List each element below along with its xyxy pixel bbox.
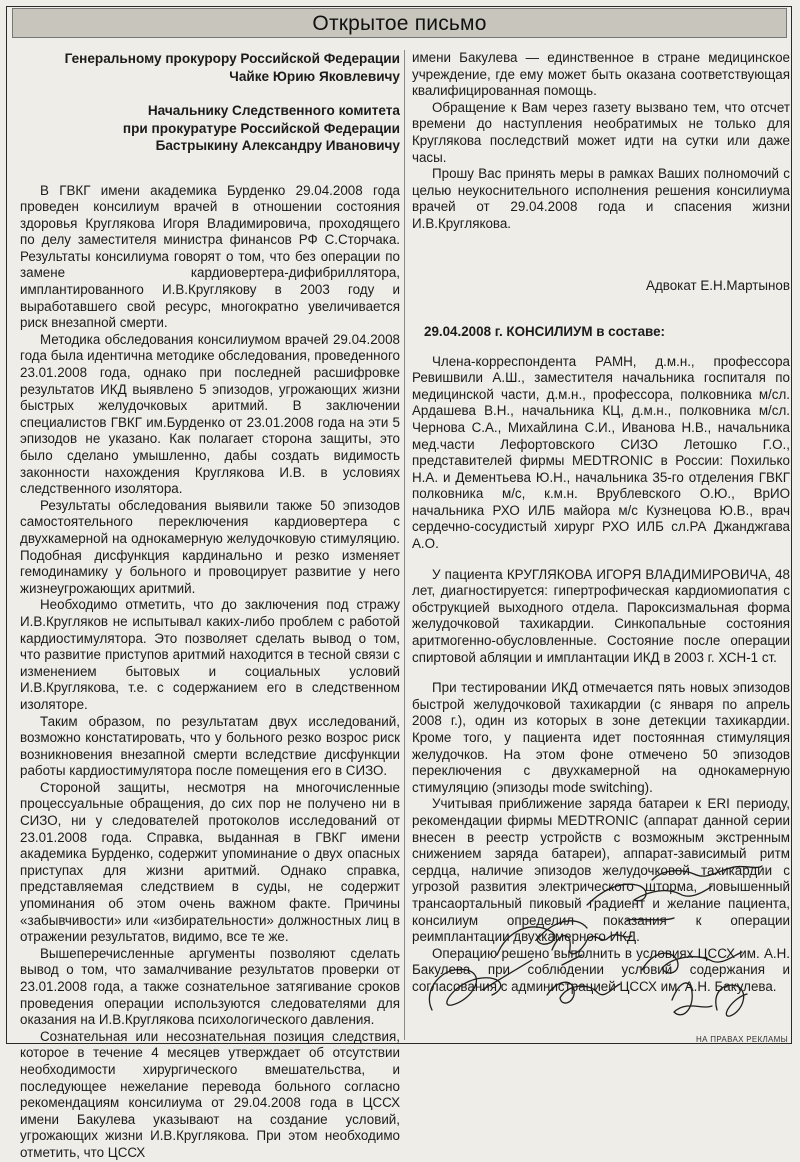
letter-paragraph: Необходимо отметить, что до заключения под стражу И.В.Кругляков не испытывал каких-либо проблем с работой кардиостимулятора. Это позволяет сделать вывод о том, что развитие приступов аритмий находится в тесной связи с изменением бытовых и социальных условий И.В.Круглякова, т.е. с содержанием его в следственном изоляторе.	[20, 597, 400, 712]
page-title: Открытое письмо	[312, 12, 487, 35]
letter-paragraph: Прошу Вас принять меры в рамках Ваших полномочий с целью неукоснительного исполнения решения консилиума врачей от 29.04.2008 года и спасения жизни И.В.Круглякова.	[412, 166, 790, 231]
signature-scribble	[429, 969, 500, 1010]
letter-paragraph: Сознательная или несознательная позиция следствия, которое в течение 4 месяцев утверждает об отсутствии необходимости хирургического вмешательства, и последующее нежелание перевода больного согласно рекомендациям консилиума от 29.04.2008 года в ЦССХ имени Бакулева указывают на создание условий, угрожающих жизни И.В.Круглякова. При этом необходимо отметить, что ЦССХ	[20, 1028, 400, 1160]
signature-scribble	[482, 918, 674, 990]
addressee-block-1	[20, 50, 400, 85]
signature-line: Адвокат Е.Н.Мартынов	[646, 277, 790, 293]
council-paragraph: У пациента КРУГЛЯКОВА ИГОРЯ ВЛАДИМИРОВИЧА, 48 лет, диагностируется: гипертрофическая кардиомиопатия с обструкцией выходного отдела. Пароксизмальная форма желудочковой тахикардии. Синкопальные состояния аритмогенно-обусловленные. Состояние после операции спиртовой абляции и имплантации ИКД в 2003 г. ХСН-1 ст.	[412, 566, 790, 665]
council-paragraph: Операцию решено выполнить в условиях ЦССХ им. А.Н. Бакулева при соблюдении условий содержания и согласования с администрацией ЦССХ им. А.Н. Бакулева.	[412, 945, 790, 994]
council-paragraph: Учитывая приближение заряда батареи к ERI периоду, рекомендации фирмы MEDTRONIC (аппарат данной серии внесен в реестр устройств с возможным экстренным снижением заряда батареи), аппарат-зависимый ритм сердца, наличие эпизодов желудочковой тахикардии с угрозой развития электрического шторма, повышенный трансаортальный пиковый градиент и желание пациента, консилиум определил показания к операции реимплантации двухкамерного ИКД.	[412, 796, 790, 945]
advertisement-note: НА ПРАВАХ РЕКЛАМЫ	[696, 1035, 788, 1044]
addressee-line: Генеральному прокурору Российской Федерации	[64, 51, 400, 66]
signature-scribble	[547, 982, 620, 1003]
council-members: Члена-корреспондента РАМН, д.м.н., профессора Ревишвили А.Ш., заместителя начальника госпиталя по медицинской части, д.м.н., профессора, полковника м/сл. Ардашева В.Н., начальника КЦ, д.м.н., полковника м/сл. Чернова С.А., Михайлина С.И., Иванова Н.В., начальника мед.части Лефортовского СИЗО Летошко Г.О., представителей фирмы MEDTRONIC в России: Похилько Н.А. и Дементьева Ю.Н., начальника 35-го отделения ГВКГ полковника м/с, к.м.н. Врублевского О.Ю., ВрИО начальника РХО ИЛБ майора м/с Кузнецова Ю.В., врач сердечно-сосудистый хирург РХО ИЛБ сл.РА Джанджгава А.О.	[412, 353, 790, 552]
letter-paragraph: В ГВКГ имени академика Бурденко 29.04.2008 года проведен консилиум врачей в отношении состояния здоровья Круглякова Игоря Владимировича, проходящего по делу заместителя министра финансов РФ С.Сторчака. Результаты консилиума говорят о том, что без операции по замене кардиовертера-дифибриллятора, имплантированного И.В.Круглякову в 2003 году и выработавшего свой ресурс, многократно увеличивается риск внезапной смерти.	[20, 182, 400, 331]
header-band	[12, 8, 787, 38]
signature-scribble	[642, 952, 742, 973]
addressee-line: Начальнику Следственного комитета	[147, 103, 400, 118]
right-column	[412, 50, 790, 996]
signature-scribble	[672, 983, 712, 1015]
column-divider	[404, 50, 405, 1040]
council-paragraph: При тестировании ИКД отмечается пять новых эпизодов быстрой желудочковой тахикардии (с января по апрель 2008 г.), один из которых в зоне детекции тахикардии. Кроме того, у пациента идет постоянная стимуляция желудочков. На этом фоне отмечено 50 эпизодов переключения с двухкамерной на однокамерную стимуляцию (эпизоды mode switching).	[412, 680, 790, 795]
letter-paragraph: Методика обследования консилиумом врачей 29.04.2008 года была идентична методике обследования, проведенного 23.01.2008 года, однако при последней расшифровке результатов ИКД выявлено 5 эпизодов, угрожающих жизни быстрых желудочковых аритмий. В заключении специалистов ГВКГ им.Бурденко от 23.01.2008 года на эти 5 эпизодов не указано. Как полагает сторона защиты, это было сделано умышленно, дабы создать видимость законности нахождения Круглякова И.В. в условиях следственного изолятора.	[20, 331, 400, 497]
letter-paragraph: Обращение к Вам через газету вызвано тем, что отсчет времени до наступления необратимых не только для Круглякова последствий может идти на сутки или даже часы.	[412, 99, 790, 165]
signature-scribble	[587, 884, 712, 905]
letter-paragraph: Вышеперечисленные аргументы позволяют сделать вывод о том, что замалчивание результатов проверки от 23.01.2008 года, а также сознательное затягивание сроков проведения операции используются следователями для оказания на И.В.Круглякова психологического давления.	[20, 945, 400, 1028]
addressee-line: Чайке Юрию Яковлевичу	[229, 68, 400, 84]
signature-scribble	[652, 866, 762, 880]
letter-paragraph: Таким образом, по результатам двух исследований, возможно констатировать, что у больного резко возрос риск возникновения внезапной смерти вследствие дисфункции работы кардиостимулятора после помещения его в СИЗО.	[20, 713, 400, 779]
left-column	[20, 50, 400, 1162]
signature-scribble	[716, 985, 747, 1016]
addressee-line: при прокуратуре Российской Федерации	[122, 120, 400, 136]
addressee-line: Бастрыкину Александру Ивановичу	[155, 138, 400, 153]
handwritten-signatures	[412, 860, 788, 1030]
council-title: 29.04.2008 г. КОНСИЛИУМ в составе:	[424, 323, 666, 339]
letter-paragraph: Результаты обследования выявили также 50 эпизодов самостоятельного переключения кардиовертера с двухкамерной на однокамерную желудочковую стимуляцию. Подобная дисфункция кардинально и резко изменяет гемодинамику у больного и провоцирует развитие у него жизнеугрожающих аритмий.	[20, 497, 400, 596]
letter-paragraph: Стороной защиты, несмотря на многочисленные процессуальные обращения, до сих пор не получено ни в СИЗО, ни у следователей протоколов исследований от 23.01.2008 года. Справка, выданная в ГВКГ имени академика Бурденко, содержит упоминание о двух опасных приступах для жизни аритмий. Однако справка, представляемая следствием в суды, не содержит упоминания об этом очень важном факте. Причины «забывчивости» или «избирательности» должностных лиц в отражении результатов, видимо, все те же.	[20, 779, 400, 945]
signature-scribble	[552, 935, 632, 954]
signature-scribble	[497, 921, 587, 955]
letter-paragraph: имени Бакулева — единственное в стране медицинское учреждение, где ему может быть оказана соответствующая квалифицированная помощь.	[412, 50, 790, 99]
addressee-block-2	[20, 102, 400, 155]
